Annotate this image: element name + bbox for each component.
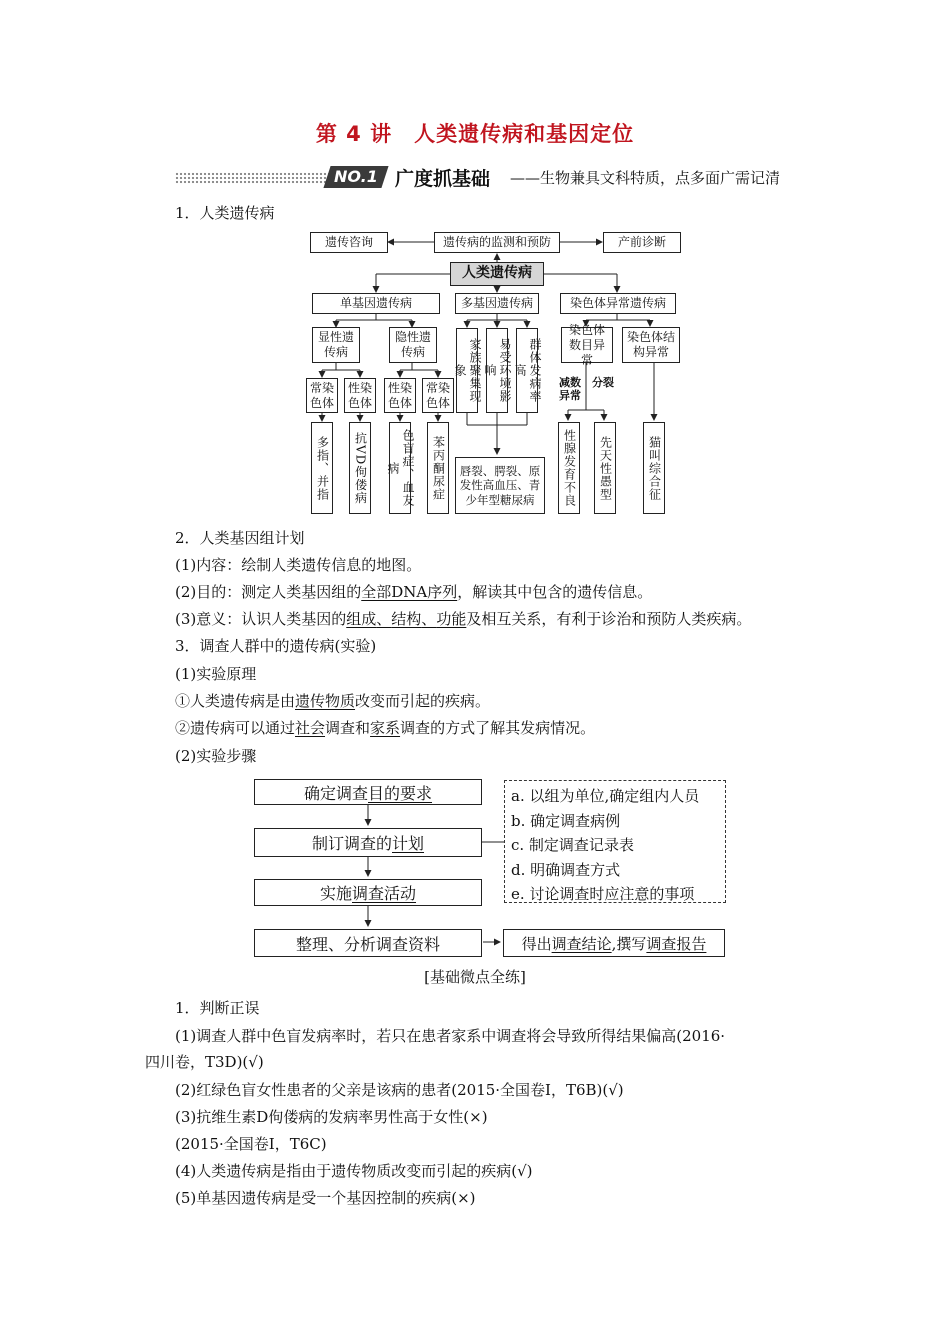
box-dominant xyxy=(312,327,360,363)
sex-dominant-label: 性染色体 xyxy=(347,380,372,410)
box-sex-dominant xyxy=(344,378,376,413)
box-prenatal-diagnosis: 产前诊断 xyxy=(603,232,681,253)
principle-2-underline-2: 家系 xyxy=(370,719,401,737)
box-autosome-dominant xyxy=(306,378,338,413)
autosome-recessive-label: 常染色体 xyxy=(425,380,450,410)
chrom-structure-label: 染色体结构异常 xyxy=(627,330,676,359)
purpose-underline: 全部DNA序列 xyxy=(361,583,458,601)
plan-item-a: a. 以组为单位,确定组内人员 xyxy=(511,787,700,805)
box-multi-frequency: 群体发病率高 xyxy=(516,328,538,413)
practice-caption: [基础微点全练] xyxy=(424,968,526,986)
meaning-sep-2: 、 xyxy=(421,610,437,628)
step-2-a: 制订调查的 xyxy=(311,834,392,853)
section3-heading: 3．调查人群中的遗传病(实验) xyxy=(175,637,377,655)
banner-subtitle: ——生物兼具文科特质，点多面广需记清 xyxy=(510,169,781,187)
result-a: 得出 xyxy=(521,934,552,953)
plan-item-c: c. 制定调查记录表 xyxy=(511,836,634,855)
box-monitor-prevent: 遗传病的监测和预防 xyxy=(434,232,560,253)
label-meiosis: 减数异常 xyxy=(559,376,581,403)
box-example-rickets: 抗VD佝偻病 xyxy=(349,422,371,514)
result-underline-2: 调查报告 xyxy=(646,934,707,953)
plan-details-box xyxy=(504,780,726,903)
practice-item-2: (2)红绿色盲女性患者的父亲是该病的患者(2015·全国卷Ⅰ，T6B)(√) xyxy=(175,1081,624,1099)
section-banner xyxy=(175,164,830,192)
principle-1 xyxy=(175,690,490,711)
purpose-text-a: (2)目的：测定人类基因组的 xyxy=(175,583,362,601)
meaning-underline-1: 组成 xyxy=(346,610,377,628)
result-m: ,撰写 xyxy=(611,934,647,953)
section2-heading: 2．人类基因组计划 xyxy=(175,529,305,547)
meaning-underline-2: 结构 xyxy=(391,610,422,628)
plan-item-b: b. 确定调查病例 xyxy=(511,811,621,830)
practice-item-1-cont: 四川卷，T3D)(√) xyxy=(145,1053,264,1071)
step-4: 整理、分析调查资料 xyxy=(254,929,482,957)
sex-recessive-label: 性染色体 xyxy=(387,380,412,410)
step-1-a: 确定调查 xyxy=(303,783,368,803)
box-multi-family: 家族聚集现象 xyxy=(456,328,478,413)
practice-item-3: (3)抗维生素D佝偻病的发病率男性高于女性(×) xyxy=(175,1108,488,1126)
banner-dots xyxy=(175,172,330,184)
step-1-underline: 目的要求 xyxy=(368,783,433,803)
box-chrom-cri-du-chat: 猫叫综合征 xyxy=(643,422,665,514)
purpose-text-b: ，解读其中包含的遗传信息。 xyxy=(457,583,653,601)
page-title: 第 4 讲 人类遗传病和基因定位 xyxy=(315,122,635,146)
principle-2-underline-1: 社会 xyxy=(295,719,326,737)
box-example-colorblind: 色盲症、血友病 xyxy=(389,422,411,514)
result-box xyxy=(503,929,725,957)
step-3-underline: 调查活动 xyxy=(352,884,417,903)
box-chrom-gonadal: 性腺发育不良 xyxy=(558,422,580,514)
steps-heading: (2)实验步骤 xyxy=(175,747,257,765)
chrom-number-label: 染色体数目异常 xyxy=(568,322,605,367)
section2-content: (1)内容：绘制人类遗传信息的地图。 xyxy=(175,556,422,574)
box-sex-recessive xyxy=(384,378,416,413)
box-multi-examples: 唇裂、腭裂、原发性高血压、青少年型糖尿病 xyxy=(455,457,545,514)
label-mitosis: 分裂 xyxy=(592,376,614,389)
box-root: 人类遗传病 xyxy=(450,262,544,286)
box-chromosome: 染色体异常遗传病 xyxy=(560,293,676,314)
meaning-text-b: 及相互关系，有利于诊治和预防人类疾病。 xyxy=(466,610,752,628)
banner-heading: 广度抓基础 xyxy=(395,168,491,190)
practice-item-3-cont: (2015·全国卷Ⅰ，T6C) xyxy=(175,1135,327,1153)
principle-2-m: 调查和 xyxy=(325,719,371,737)
banner-badge xyxy=(323,166,388,188)
dominant-label: 显性遗传病 xyxy=(318,330,355,359)
recessive-label: 隐性遗传病 xyxy=(395,330,432,359)
step-1 xyxy=(254,779,482,805)
meaning-sep-1: 、 xyxy=(376,610,392,628)
step-2-underline: 计划 xyxy=(392,834,425,853)
principle-1-b: 改变而引起的疾病。 xyxy=(355,692,491,710)
box-example-polydactyly: 多指、并指 xyxy=(311,422,333,514)
box-chrom-down: 先天性愚型 xyxy=(594,422,616,514)
principle-1-underline: 遗传物质 xyxy=(295,692,356,710)
box-autosome-recessive xyxy=(422,378,454,413)
plan-item-e: e. 讨论调查时应注意的事项 xyxy=(511,885,695,904)
practice-item-4: (4)人类遗传病是指由于遗传物质改变而引起的疾病(√) xyxy=(175,1162,533,1180)
practice-heading: 1．判断正误 xyxy=(175,999,260,1017)
principle-1-a: ①人类遗传病是由 xyxy=(175,692,296,710)
section2-meaning xyxy=(175,608,751,629)
step-3 xyxy=(254,879,482,906)
principle-2-b: 调查的方式了解其发病情况。 xyxy=(400,719,596,737)
principle-2-a: ②遗传病可以通过 xyxy=(175,719,296,737)
box-single-gene: 单基因遗传病 xyxy=(312,293,440,314)
box-multi-environment: 易受环境影响 xyxy=(486,328,508,413)
plan-item-d: d. 明确调查方式 xyxy=(511,860,621,879)
banner-badge-text: NO.1 xyxy=(334,167,378,186)
box-chrom-number xyxy=(561,322,613,367)
step-3-a: 实施 xyxy=(319,884,352,903)
box-recessive xyxy=(389,327,437,363)
practice-item-1: (1)调查人群中色盲发病率时，若只在患者家系中调查将会导致所得结果偏高(2016· xyxy=(175,1027,726,1045)
box-genetic-counseling: 遗传咨询 xyxy=(310,232,388,253)
box-example-pku: 苯丙酮尿症 xyxy=(427,422,449,514)
section2-purpose xyxy=(175,581,652,602)
principle-heading: (1)实验原理 xyxy=(175,665,257,683)
meaning-underline-3: 功能 xyxy=(436,610,467,628)
section1-heading: 1．人类遗传病 xyxy=(175,204,275,222)
autosome-dominant-label: 常染色体 xyxy=(309,380,334,410)
principle-2 xyxy=(175,717,595,738)
box-chrom-structure xyxy=(622,327,680,363)
result-underline-1: 调查结论 xyxy=(551,934,612,953)
step-2 xyxy=(254,828,482,857)
practice-item-5: (5)单基因遗传病是受一个基因控制的疾病(×) xyxy=(175,1189,476,1207)
meaning-text-a: (3)意义：认识人类基因的 xyxy=(175,610,347,628)
box-multi-gene: 多基因遗传病 xyxy=(455,293,539,314)
